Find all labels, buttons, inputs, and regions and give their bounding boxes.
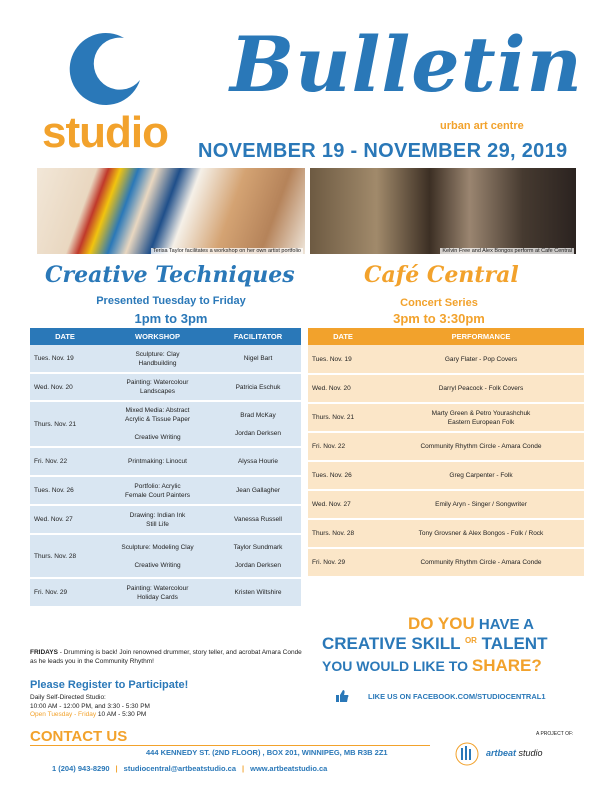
logo-word: studio: [42, 108, 168, 157]
promo-do-you: DO YOU: [408, 614, 475, 633]
workshop-date: Wed. Nov. 20: [30, 373, 100, 401]
workshop-name-line: [102, 552, 213, 561]
concert-date: Fri. Nov. 22: [308, 432, 378, 461]
workshop-header-date: DATE: [30, 328, 100, 345]
workshop-date: Thurs. Nov. 28: [30, 534, 100, 578]
facilitator-line: [217, 552, 299, 561]
workshop-facilitator: [215, 373, 301, 401]
concert-performance: [378, 519, 584, 548]
workshop-date: Fri. Nov. 22: [30, 447, 100, 476]
facilitator-line: Alyssa Hourie: [237, 458, 279, 465]
promo-or: OR: [464, 636, 477, 645]
facilitator-line: Jean Gallagher: [235, 487, 281, 494]
workshop-name-line: Holiday Cards: [137, 593, 178, 601]
promo-have-a: HAVE A: [474, 616, 534, 633]
workshop-name: [100, 578, 215, 607]
workshop-name-line: Handbuilding: [138, 359, 177, 367]
performance-line: Tony Grovsner & Alex Bongos - Folk / Rock: [418, 530, 544, 537]
performance-line: Marty Green & Petro Yourashchuk: [431, 409, 531, 417]
concert-photo-caption: Kelvin Free and Alex Bongos perform at Cafe Central: [442, 248, 572, 254]
concert-row: [308, 403, 584, 432]
workshop-facilitator: [215, 345, 301, 373]
facilitator-line: Brad McKay: [240, 411, 276, 419]
email-link[interactable]: studiocentral@artbeatstudio.ca: [123, 764, 236, 773]
artbeat-studio-word: studio: [518, 748, 543, 758]
phone-number[interactable]: 1 (204) 943-8290: [52, 764, 110, 773]
concert-performance: [378, 548, 584, 577]
project-label: A PROJECT OF:: [536, 731, 574, 737]
promo-line-2: [322, 634, 547, 654]
workshop-row: [30, 578, 301, 607]
contact-divider: [30, 745, 430, 746]
workshop-name-line: Creative Writing: [134, 434, 181, 441]
workshop-date: Thurs. Nov. 21: [30, 401, 100, 447]
workshop-facilitator: [215, 447, 301, 476]
fridays-text: - Drumming is back! Join renowned drummer, story teller, and acrobat Amara Conde as he leads you in the Community Rhythm!: [30, 649, 302, 665]
workshop-row: [30, 476, 301, 505]
concert-header-date: DATE: [308, 328, 378, 345]
concert-date: Wed. Nov. 20: [308, 374, 378, 403]
performance-line: Community Rhythm Circle - Amara Conde: [420, 443, 542, 450]
concert-row: [308, 519, 584, 548]
tagline: urban art centre: [440, 120, 524, 132]
cafe-subtitle: Concert Series: [400, 297, 478, 309]
workshop-name-line: Printmaking: Linocut: [128, 458, 187, 465]
workshop-date: Tues. Nov. 19: [30, 345, 100, 373]
workshop-table: [30, 328, 301, 608]
address: 444 KENNEDY ST. (2ND FLOOR) , BOX 201, WINNIPEG, MB R3B 2Z1: [146, 748, 388, 757]
concert-performance: [378, 374, 584, 403]
concert-performance: [378, 345, 584, 374]
promo-line-1: [408, 614, 534, 634]
concert-date: Thurs. Nov. 28: [308, 519, 378, 548]
concert-performance: [378, 432, 584, 461]
workshop-facilitator: [215, 578, 301, 607]
workshop-name-line: Female Court Painters: [124, 491, 191, 499]
cafe-central-title: Café Central: [364, 262, 519, 288]
performance-line: Darryl Peacock - Folk Covers: [438, 385, 524, 392]
workshop-name: [100, 505, 215, 534]
workshop-facilitator: [215, 476, 301, 505]
workshop-date: Wed. Nov. 27: [30, 505, 100, 534]
register-line-2: 10:00 AM - 12:00 PM, and 3:30 - 5:30 PM: [30, 702, 150, 710]
performance-line: Community Rhythm Circle - Amara Conde: [420, 559, 542, 566]
facebook-link[interactable]: LIKE US ON FACEBOOK.COM/STUDIOCENTRAL1: [368, 692, 546, 701]
facilitator-line: Jordan Derksen: [235, 429, 281, 437]
separator: |: [115, 764, 118, 773]
workshop-facilitator: [215, 401, 301, 447]
workshop-name-line: Portfolio: Acrylic: [134, 482, 181, 490]
concert-date: Tues. Nov. 19: [308, 345, 378, 374]
concert-row: [308, 490, 584, 519]
performance-line: Emily Aryn - Singer / Songwriter: [435, 501, 527, 508]
website-link[interactable]: www.artbeatstudio.ca: [250, 764, 328, 773]
concert-row: [308, 374, 584, 403]
facilitator-line: Taylor Sundmark: [233, 543, 283, 551]
fridays-lead: FRIDAYS: [30, 649, 58, 656]
workshop-name-line: [102, 424, 213, 433]
workshop-name: [100, 345, 215, 373]
workshop-header-facilitator: FACILITATOR: [215, 328, 301, 345]
workshop-name-line: Sculpture: Clay: [135, 350, 180, 358]
page-title: Bulletin: [230, 20, 583, 109]
workshop-row: [30, 345, 301, 373]
creative-time: 1pm to 3pm: [134, 311, 208, 326]
register-title: Please Register to Participate!: [30, 679, 189, 691]
workshop-name-line: Landscapes: [139, 388, 176, 395]
performance-line: Greg Carpenter - Folk: [449, 472, 513, 479]
facilitator-line: Nigel Bart: [243, 355, 273, 362]
concert-date: Tues. Nov. 26: [308, 461, 378, 490]
workshop-name: [100, 401, 215, 447]
facilitator-line: Vanessa Russell: [234, 516, 282, 523]
workshop-row: [30, 534, 301, 578]
promo-line-3: [322, 656, 542, 676]
workshop-name: [100, 373, 215, 401]
concert-header-performance: PERFORMANCE: [378, 328, 584, 345]
workshop-name-line: Creative Writing: [134, 561, 181, 569]
concert-performance: [378, 461, 584, 490]
contact-line: [52, 764, 327, 773]
promo-you-would: YOU WOULD LIKE TO: [322, 658, 472, 674]
workshop-name-line: Drawing: Indian Ink: [129, 511, 186, 519]
register-line-1: Daily Self-Directed Studio:: [30, 694, 106, 701]
concert-row: [308, 432, 584, 461]
promo-talent: TALENT: [476, 634, 548, 653]
workshop-name: [100, 534, 215, 578]
facebook-like-icon[interactable]: [335, 689, 349, 703]
workshop-facilitator: [215, 505, 301, 534]
workshop-row: [30, 447, 301, 476]
workshop-date: Fri. Nov. 29: [30, 578, 100, 607]
fridays-note: [30, 648, 302, 666]
workshop-photo: [37, 168, 305, 254]
workshop-row: [30, 505, 301, 534]
concert-date: Fri. Nov. 29: [308, 548, 378, 577]
facilitator-line: Patricia Eschuk: [235, 383, 281, 391]
workshop-name-line: Painting: Watercolour: [126, 584, 189, 592]
workshop-name-line: Sculpture: Modeling Clay: [121, 543, 194, 551]
facilitator-line: Kristen Wiltshire: [234, 589, 282, 596]
workshop-name-line: Still Life: [146, 520, 169, 528]
concert-photo: [310, 168, 576, 254]
artbeat-word: artbeat: [486, 748, 517, 758]
register-info: [30, 694, 150, 720]
concert-date: Wed. Nov. 27: [308, 490, 378, 519]
creative-techniques-title: Creative Techniques: [45, 262, 295, 288]
workshop-header-workshop: WORKSHOP: [100, 328, 215, 345]
workshop-name-line: Acrylic & Tissue Paper: [124, 416, 191, 423]
facilitator-line: [217, 420, 299, 429]
workshop-row: [30, 373, 301, 401]
studio-central-logo-icon: [62, 28, 148, 112]
open-hours: 10 AM - 5:30 PM: [96, 711, 147, 718]
concert-row: [308, 548, 584, 577]
studio-central-logo: [40, 28, 180, 158]
workshop-row: [30, 401, 301, 447]
creative-subtitle: Presented Tuesday to Friday: [96, 295, 246, 307]
promo-creative-skill: CREATIVE SKILL: [322, 634, 465, 653]
workshop-name-line: Painting: Watercolour: [126, 379, 189, 386]
contact-title: CONTACT US: [30, 728, 128, 745]
artbeat-wordmark: [486, 748, 543, 758]
facilitator-line: Jordan Derksen: [235, 561, 281, 569]
workshop-name: [100, 447, 215, 476]
performance-line: Eastern European Folk: [447, 418, 515, 426]
workshop-date: Tues. Nov. 26: [30, 476, 100, 505]
concert-row: [308, 461, 584, 490]
workshop-name-line: Mixed Media: Abstract: [125, 407, 190, 414]
concert-performance: [378, 490, 584, 519]
workshop-name: [100, 476, 215, 505]
promo-share: SHARE?: [471, 656, 542, 675]
open-days: Open Tuesday - Friday: [30, 711, 97, 718]
performance-line: Gary Flater - Pop Covers: [444, 355, 518, 363]
concert-performance: [378, 403, 584, 432]
concert-row: [308, 345, 584, 374]
separator: |: [242, 764, 245, 773]
open-hours-line: [30, 711, 150, 720]
concert-date: Thurs. Nov. 21: [308, 403, 378, 432]
workshop-facilitator: [215, 534, 301, 578]
concert-table: [308, 328, 584, 578]
workshop-photo-caption: Terisa Taylor facilitates a workshop on her own artist portfolio: [152, 248, 301, 254]
date-range: NOVEMBER 19 - NOVEMBER 29, 2019: [198, 140, 568, 162]
cafe-time: 3pm to 3:30pm: [393, 311, 485, 326]
